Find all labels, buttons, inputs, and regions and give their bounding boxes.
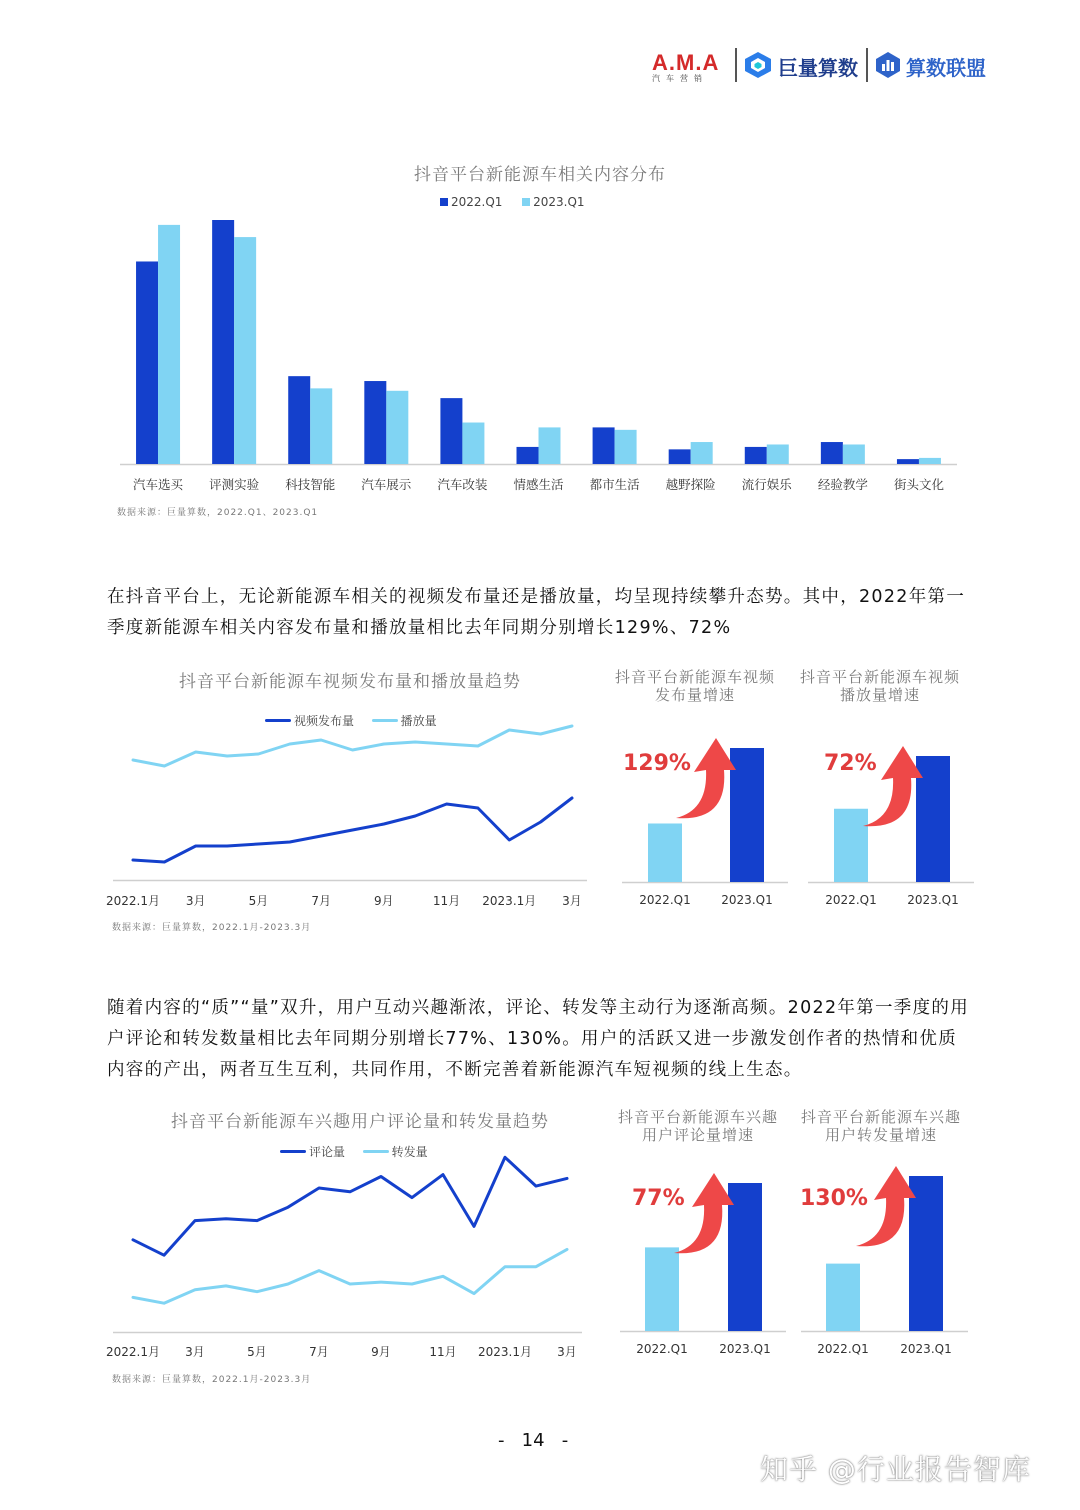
x-tick-label: 5月: [248, 894, 269, 908]
x-tick-label: 流行娱乐: [741, 477, 792, 492]
x-tick-label: 11月: [432, 894, 461, 908]
chart1-source: 数据来源：巨量算数，2022.Q1、2023.Q1: [117, 508, 319, 518]
legend-label-play: 播放量: [400, 714, 437, 728]
x-tick-label: 7月: [309, 1345, 329, 1359]
x-tick-label: 经验教学: [817, 477, 868, 492]
x-tick-label: 11月: [429, 1345, 457, 1359]
chart4-title: 抖音平台新能源车视频播放量增速: [799, 668, 960, 704]
x-tick-label: 2022.Q1: [636, 1342, 688, 1356]
x-tick-label: 2023.1月: [482, 894, 537, 908]
ama-logo: A.M.A: [652, 50, 720, 75]
x-tick-label: 越野探险: [665, 477, 716, 492]
x-tick-label: 汽车展示: [361, 477, 412, 492]
legend-label-comment: 评论量: [309, 1145, 346, 1159]
paragraph-2: 随着内容的“质”“量”双升，用户互动兴趣渐浓，评论、转发等主动行为逐渐高频。2022年第一季度的用户评论和转发数量相比去年同期分别增长77%、130%。用户的活跃又进一步激发创作者的热情和优质内容的产出，两者互生互利，共同作用，不断完善着新能源汽车短视频的线上生态。: [107, 998, 969, 1080]
growth-percent-label: 77%: [632, 1186, 685, 1211]
bar-2023.Q1: [909, 1176, 943, 1331]
page-number: - 14 -: [498, 1430, 569, 1451]
x-tick-label: 2022.1月: [106, 1345, 160, 1359]
x-tick-label: 2022.1月: [106, 894, 160, 908]
x-tick-label: 3月: [185, 1345, 205, 1359]
x-tick-label: 2023.1月: [478, 1345, 532, 1359]
x-tick-label: 2022.Q1: [817, 1342, 869, 1356]
x-tick-label: 汽车选买: [133, 477, 184, 492]
x-tick-label: 3月: [562, 894, 582, 908]
chart2-title: 抖音平台新能源车视频发布量和播放量趋势: [179, 672, 521, 692]
x-tick-label: 9月: [371, 1345, 391, 1359]
ama-logo-subtitle: 汽车营销: [652, 74, 708, 83]
legend-label-publish: 视频发布量: [294, 714, 355, 728]
chart6-title: 抖音平台新能源车兴趣用户评论量增速: [617, 1108, 778, 1144]
series-line-评论量: [133, 1157, 567, 1255]
x-tick-label: 2022.Q1: [825, 893, 877, 907]
x-tick-label: 2023.Q1: [719, 1342, 771, 1356]
chart7-title: 抖音平台新能源车兴趣用户转发量增速: [800, 1108, 961, 1144]
bar-2023.Q1: [728, 1183, 762, 1331]
bar-2022.Q1: [826, 1264, 860, 1331]
x-tick-label: 3月: [557, 1345, 577, 1359]
paragraph-1: 在抖音平台上，无论新能源车相关的视频发布量还是播放量，均呈现持续攀升态势。其中，2022年第一季度新能源车相关内容发布量和播放量相比去年同期分别增长129%、72%: [107, 587, 966, 638]
suanshu-logo-text: 算数联盟: [906, 56, 986, 80]
legend-label-forward: 转发量: [391, 1145, 428, 1159]
growth-percent-label: 72%: [824, 751, 877, 776]
juliang-logo-text: 巨量算数: [778, 56, 858, 80]
x-tick-label: 2022.Q1: [639, 893, 691, 907]
chart1-title: 抖音平台新能源车相关内容分布: [414, 165, 666, 185]
x-tick-label: 街头文化: [893, 477, 944, 492]
series-line-转发量: [133, 1249, 567, 1303]
chart3-title: 抖音平台新能源车视频发布量增速: [614, 668, 775, 704]
x-tick-label: 汽车改装: [437, 477, 488, 492]
x-tick-label: 情感生活: [513, 477, 564, 492]
x-tick-label: 5月: [247, 1345, 267, 1359]
growth-percent-label: 130%: [800, 1186, 868, 1211]
x-tick-label: 9月: [374, 894, 394, 908]
x-tick-label: 2023.Q1: [900, 1342, 952, 1356]
chart5-title: 抖音平台新能源车兴趣用户评论量和转发量趋势: [171, 1112, 549, 1132]
chart2-source: 数据来源：巨量算数，2022.1月-2023.3月: [112, 923, 312, 933]
bar-2022.Q1: [645, 1247, 679, 1331]
chart5-source: 数据来源：巨量算数，2022.1月-2023.3月: [112, 1375, 312, 1385]
legend-label-2023: 2023.Q1: [533, 195, 585, 209]
legend-label-2022: 2022.Q1: [451, 195, 503, 209]
growth-percent-label: 129%: [623, 751, 691, 776]
x-tick-label: 科技智能: [285, 477, 336, 492]
watermark: 知乎 @行业报告智库: [760, 1453, 1031, 1486]
x-tick-label: 评测实验: [209, 477, 260, 492]
x-tick-label: 7月: [311, 894, 331, 908]
x-tick-label: 3月: [185, 894, 206, 908]
x-tick-label: 2023.Q1: [907, 893, 959, 907]
x-tick-label: 2023.Q1: [721, 893, 773, 907]
x-tick-label: 都市生活: [589, 477, 640, 492]
